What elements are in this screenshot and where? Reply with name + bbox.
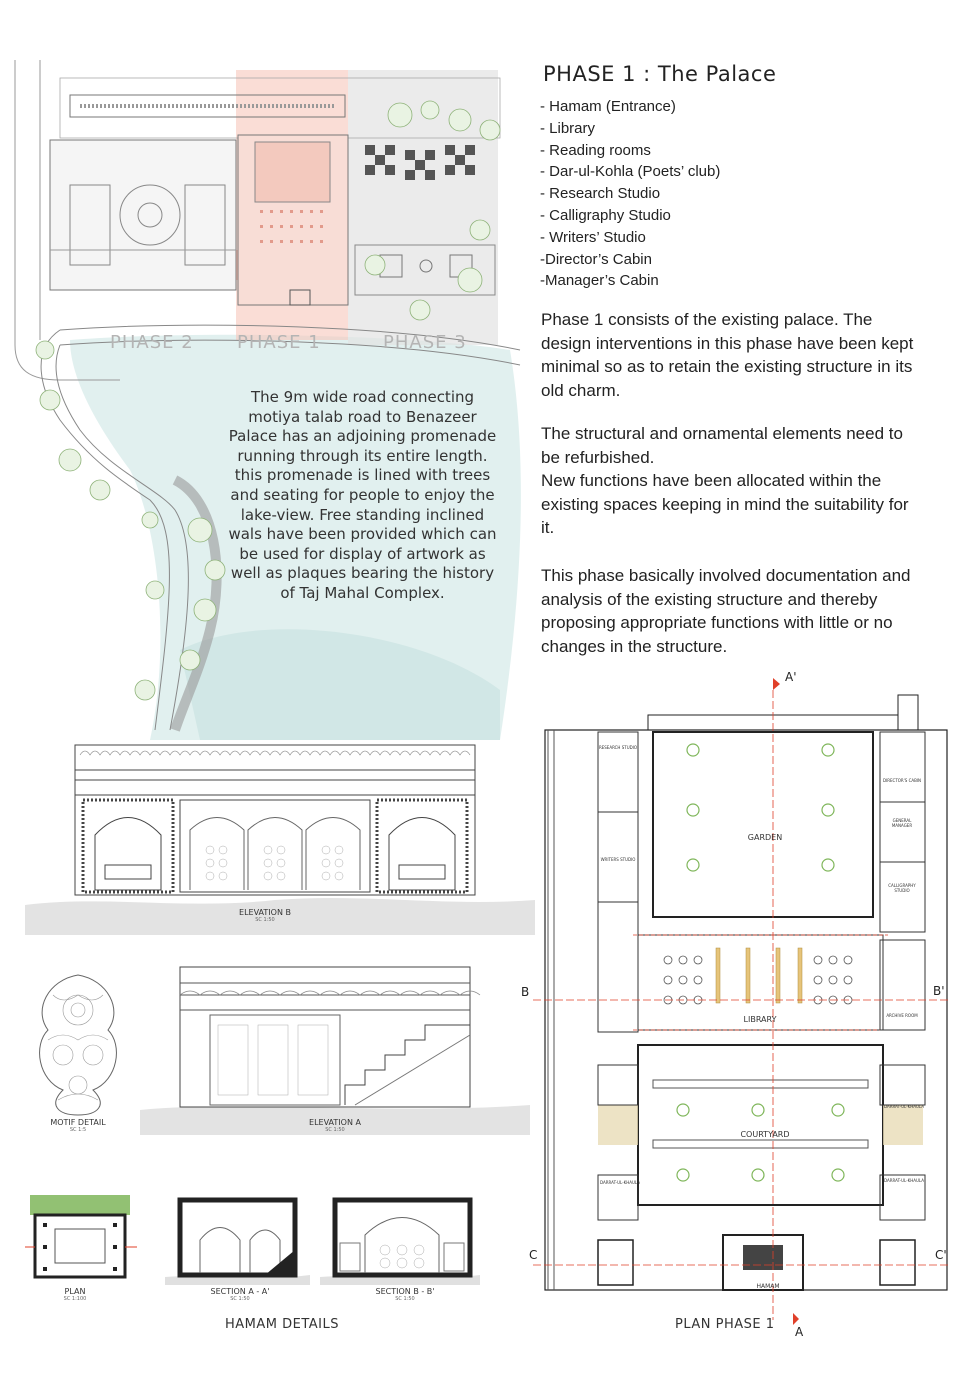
motif-drawing xyxy=(28,970,128,1120)
archive-room-label: ARCHIVE ROOM xyxy=(886,1013,918,1018)
section-aa-caption xyxy=(190,1287,290,1302)
section-mark-b-left: B xyxy=(521,985,530,999)
elevation-a-drawing xyxy=(140,955,530,1135)
section-mark-c-left: C xyxy=(529,1248,538,1262)
phase2-label: PHASE 2 xyxy=(110,332,194,353)
list-item: -Director’s Cabin xyxy=(540,250,652,268)
hamam-plan-scale: SC 1:100 xyxy=(63,1296,87,1302)
library-label: LIBRARY xyxy=(743,1015,777,1024)
motif-detail xyxy=(28,970,128,1120)
section-bb-caption xyxy=(355,1287,455,1302)
darul-label-right: DARRAT-UL-KHAULA xyxy=(884,1104,924,1109)
darul-label-right-lower: DARRAT-UL-KHAULA xyxy=(884,1178,924,1183)
list-item: - Writers’ Studio xyxy=(540,228,646,246)
list-item: - Hamam (Entrance) xyxy=(540,98,676,115)
hamam-details-title: HAMAM DETAILS xyxy=(225,1317,340,1332)
paragraph-documentation: This phase basically involved documentation and analysis of the existing structure and thereby proposing appropriate functions with little or no changes in the structure. xyxy=(541,566,911,656)
road-description: The 9m wide road connecting motiya talab road to Benazeer Palace has an adjoining promenade running through its entire length. this promenade is lined with trees and seating for people to enjoy the lake-view. Free standing inclined wals have been provided which can be used for display of artwork as well as plaques bearing the history of Taj Mahal Complex. xyxy=(228,388,497,602)
hamam-label: HAMAM xyxy=(756,1283,780,1290)
elevation-b-caption xyxy=(215,908,315,923)
section-bb-drawing xyxy=(320,1195,480,1285)
directors-cabin-label: DIRECTOR'S CABIN xyxy=(882,778,922,783)
garden-label: GARDEN xyxy=(747,833,783,842)
plan-phase1 xyxy=(518,670,958,1340)
list-item: - Reading rooms xyxy=(540,141,651,159)
phase1-label: PHASE 1 xyxy=(237,332,321,353)
motif-scale: SC 1:5 xyxy=(69,1127,87,1133)
motif-label: MOTIF DETAIL xyxy=(50,1118,106,1127)
list-item: - Dar-ul-Kohla (Poets’ club) xyxy=(540,163,721,181)
list-item: -Manager’s Cabin xyxy=(540,272,659,290)
elevation-a-caption xyxy=(285,1118,385,1133)
elevation-a xyxy=(140,955,530,1135)
writers-studio-label: WRITERS STUDIO xyxy=(600,857,636,862)
motif-caption xyxy=(28,1118,128,1133)
elevation-b-scale: SC 1:50 xyxy=(255,917,275,923)
elevation-a-scale: SC 1:50 xyxy=(325,1127,345,1133)
plan-phase1-title: PLAN PHASE 1 xyxy=(675,1317,775,1332)
elevation-a-label: ELEVATION A xyxy=(309,1118,361,1127)
elevation-b-drawing xyxy=(25,735,535,935)
section-mark-b-right: B' xyxy=(933,984,945,998)
section-bb-label: SECTION B - B' xyxy=(375,1287,435,1296)
section-mark-a-top: A' xyxy=(785,670,797,684)
section-aa xyxy=(165,1195,310,1285)
phase3-label: PHASE 3 xyxy=(383,332,467,353)
research-studio-label: RESEARCH STUDIO xyxy=(598,745,638,750)
paragraph-intro: Phase 1 consists of the existing palace. The design interventions in this phase have been kept minimal so as to retain the existing structure in its old charm. xyxy=(541,310,914,400)
plan-phase1-drawing xyxy=(518,670,958,1340)
section-mark-a-bottom: A xyxy=(795,1325,804,1339)
section-aa-scale: SC 1:50 xyxy=(230,1296,250,1302)
paragraph-refurbish: The structural and ornamental elements need to be refurbished. xyxy=(541,424,903,467)
hamam-plan-caption xyxy=(40,1287,110,1302)
section-mark-c-right: C' xyxy=(935,1248,947,1262)
list-item: - Library xyxy=(540,119,596,137)
hamam-plan xyxy=(25,1195,140,1285)
hamam-plan-drawing xyxy=(25,1195,140,1285)
calligraphy-studio-label: CALLIGRAPHY STUDIO xyxy=(888,883,916,893)
manager-label: GENERAL MANAGER xyxy=(891,818,913,828)
hamam-plan-label: PLAN xyxy=(64,1287,86,1296)
elevation-b xyxy=(25,735,535,935)
section-aa-label: SECTION A - A' xyxy=(210,1287,270,1296)
section-bb xyxy=(320,1195,480,1285)
list-item: - Research Studio xyxy=(540,185,661,203)
paragraph-functions: New functions have been allocated within the existing spaces keeping in mind the suitability for it. xyxy=(541,471,909,537)
section-bb-scale: SC 1:50 xyxy=(395,1296,415,1302)
section-aa-drawing xyxy=(165,1195,310,1285)
page-title: PHASE 1 : The Palace xyxy=(543,62,777,86)
courtyard-label: COURTYARD xyxy=(740,1130,790,1139)
function-list xyxy=(540,96,720,292)
darul-label-left: DARRAT-UL-KHAULA xyxy=(600,1180,640,1185)
list-item: - Calligraphy Studio xyxy=(540,206,671,224)
elevation-b-label: ELEVATION B xyxy=(239,908,291,917)
